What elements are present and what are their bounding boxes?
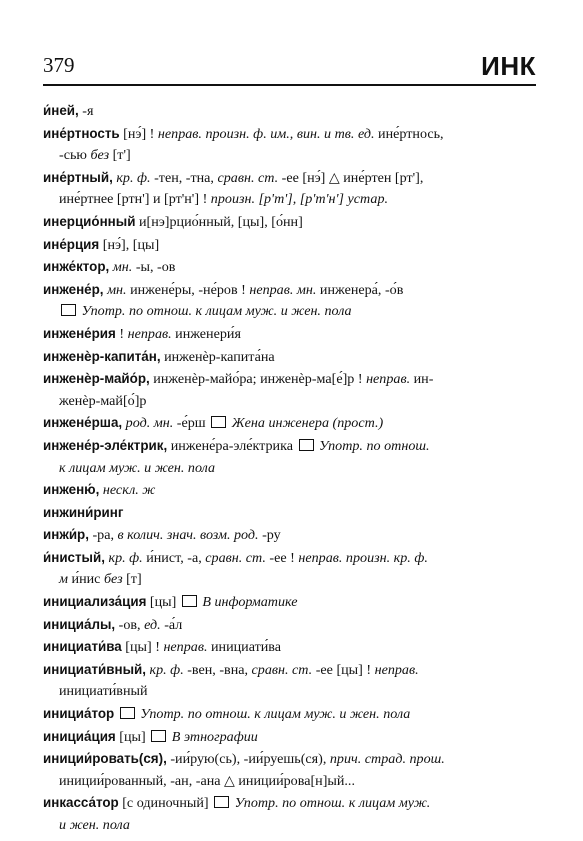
- entry-text: -е́рш: [173, 415, 210, 432]
- entry-headword: инициа́тор: [43, 706, 115, 722]
- entry-headword: ине́ртность: [43, 125, 120, 141]
- entry-headword: инжини́ринг: [43, 504, 124, 520]
- entry-headword: инкасса́тор: [43, 795, 119, 811]
- entry-italic-note: В этнографии: [168, 728, 258, 745]
- entry-text: [цы] !: [121, 639, 164, 656]
- entry-text: -ее [цы] !: [312, 661, 375, 678]
- entry-text: инженѐр-капита́на: [160, 348, 275, 365]
- entry-italic-note: Употр. по отнош. к лицам муж. и жен. пола: [136, 706, 411, 723]
- entry-italic-note: Употр. по отнош. к лицам муж. и жен. пола: [78, 303, 352, 320]
- entry-headword: инерцио́нный: [43, 213, 136, 229]
- entry-italic-note: произн. [р'т'], [р'т'н'] устар.: [210, 191, 389, 208]
- entry-italic-note: неправ. произн. кр. ф.: [298, 549, 428, 566]
- entry-headword: ине́рция: [43, 236, 100, 252]
- entry-italic-note: мн.: [112, 259, 133, 276]
- entry-italic-note: к лицам муж. и жен. пола: [59, 459, 216, 476]
- entry-text: -ии́рую(сь), -ии́руешь(ся),: [166, 751, 330, 768]
- entry-italic-note: кр. ф.: [116, 169, 151, 186]
- entry-headword: инициати́вный,: [43, 661, 146, 677]
- entry-continuation: [43, 391, 536, 413]
- entry-italic-note: нескл. ж: [102, 482, 156, 499]
- entry-continuation: [43, 771, 536, 793]
- dictionary-entry: [43, 726, 536, 749]
- entry-italic-note: кр. ф.: [108, 549, 143, 566]
- entry-text: -ру: [258, 527, 281, 544]
- dictionary-entry: [43, 502, 536, 525]
- entry-text: -ра,: [88, 527, 118, 544]
- dictionary-entry: [43, 256, 536, 279]
- entry-text: [нэ́] !: [119, 125, 158, 142]
- entry-text: и́нист, -а,: [142, 549, 206, 566]
- dictionary-entries: [43, 100, 536, 837]
- dictionary-entry: [43, 412, 536, 435]
- entry-headword: инже́ктор,: [43, 259, 110, 275]
- entry-text: [114, 706, 118, 722]
- entry-text: -вен, -вна,: [183, 661, 252, 678]
- entry-italic-note: неправ.: [127, 325, 172, 342]
- entry-text: -ее !: [265, 549, 299, 566]
- entry-text: инженера́, -о́в: [316, 281, 404, 298]
- usage-box-icon: [299, 439, 314, 451]
- entry-italic-note: сравн. ст.: [251, 661, 313, 678]
- page-number: 379: [43, 53, 75, 77]
- usage-box-icon: [61, 304, 76, 316]
- entry-text: и[нэ]рцио́нный, [цы], [о́нн]: [135, 213, 303, 230]
- entry-text: [цы]: [115, 728, 150, 745]
- entry-italic-note: м: [59, 571, 68, 588]
- dictionary-entry: [43, 123, 536, 167]
- entry-italic-note: мн.: [107, 281, 127, 298]
- entry-continuation: [43, 189, 536, 211]
- entry-italic-note: сравн. ст.: [205, 549, 266, 566]
- entry-headword: инжене́р,: [43, 281, 104, 297]
- entry-italic-note: кр. ф.: [149, 661, 184, 678]
- dictionary-entry: [43, 435, 536, 479]
- entry-text: инициати́вный: [59, 683, 148, 700]
- entry-continuation: [43, 681, 536, 703]
- entry-headword: и́нистый,: [43, 549, 105, 565]
- dictionary-entry: [43, 346, 536, 369]
- entry-headword: иниции́ровать(ся),: [43, 751, 167, 767]
- dictionary-entry: [43, 703, 536, 726]
- entry-text: ине́ртнее [ртн'] и [рт'н'] !: [59, 191, 211, 208]
- entry-headword: инженѐр-капита́н,: [43, 348, 161, 364]
- dictionary-entry: [43, 211, 536, 234]
- entry-headword: инициа́ция: [43, 728, 116, 744]
- entry-text: -я: [78, 103, 94, 119]
- dictionary-entry: [43, 748, 536, 792]
- entry-continuation: [43, 458, 536, 480]
- entry-continuation: [43, 301, 536, 323]
- dictionary-entry: [43, 547, 536, 591]
- entry-headword: инжене́р-эле́ктрик,: [43, 437, 168, 453]
- entry-italic-note: прич. страд. прош.: [329, 751, 445, 768]
- entry-headword: инженѐр-майо́р,: [43, 371, 150, 387]
- entry-headword: ине́ртный,: [43, 169, 113, 185]
- running-head: ИНК: [481, 51, 536, 81]
- entry-italic-note: неправ.: [366, 371, 411, 388]
- entry-text: женѐр-май[о́]р: [59, 392, 147, 409]
- usage-box-icon: [151, 730, 166, 742]
- entry-italic-note: ед.: [144, 616, 161, 633]
- dictionary-entry: [43, 167, 536, 211]
- entry-text: !: [115, 325, 128, 342]
- dictionary-entry: [43, 636, 536, 659]
- entry-italic-note: Употр. по отнош.: [315, 437, 430, 454]
- entry-headword: инжи́р,: [43, 527, 89, 543]
- entry-text: [т']: [109, 147, 131, 164]
- entry-italic-note: Жена инженера (прост.): [228, 415, 384, 432]
- dictionary-entry: [43, 524, 536, 547]
- entry-text: -сью: [59, 147, 91, 164]
- entry-continuation: [43, 569, 536, 591]
- entry-headword: инициализа́ция: [43, 594, 147, 610]
- dictionary-entry: [43, 323, 536, 346]
- entry-text: -ее [нэ́] △ ине́ртен [рт'],: [278, 169, 424, 186]
- entry-italic-note: неправ.: [163, 639, 208, 656]
- entry-headword: инициа́лы,: [43, 616, 116, 632]
- entry-headword: инжене́рша,: [43, 415, 123, 431]
- entry-text: инженери́я: [171, 325, 241, 342]
- entry-text: [цы]: [146, 594, 180, 611]
- dictionary-entry: [43, 479, 536, 502]
- dictionary-entry: [43, 591, 536, 614]
- entry-text: ин-: [410, 371, 434, 388]
- entry-italic-note: неправ.: [374, 661, 419, 678]
- entry-continuation: [43, 815, 536, 837]
- dictionary-entry: [43, 100, 536, 123]
- entry-italic-note: род. мн.: [125, 415, 174, 432]
- entry-text: инжене́ра-эле́ктрика: [167, 437, 297, 454]
- entry-headword: инжене́рия: [43, 325, 116, 341]
- entry-italic-note: В информатике: [198, 594, 298, 611]
- entry-italic-note: Употр. по отнош. к лицам муж.: [231, 795, 431, 812]
- entry-text: и́нис: [68, 571, 104, 588]
- entry-headword: инициати́ва: [43, 639, 122, 655]
- entry-italic-note: и жен. пола: [59, 817, 130, 833]
- entry-headword: и́ней,: [43, 103, 79, 118]
- usage-box-icon: [214, 796, 229, 808]
- entry-italic-note: в колич. знач. возм. род.: [117, 527, 259, 544]
- entry-text: [с одиночный]: [118, 795, 213, 812]
- entry-text: инициати́ва: [207, 639, 282, 656]
- entry-italic-note: неправ. произн. ф. им., вин. и тв. ед.: [157, 125, 375, 142]
- entry-italic-note: неправ. мн.: [249, 281, 317, 298]
- entry-text: инжене́ры, -не́ров !: [126, 281, 250, 298]
- entry-text: инженѐр-майо́ра; инженѐр-ма[е́]р !: [149, 371, 367, 388]
- entry-text: -а́л: [160, 616, 183, 633]
- usage-box-icon: [182, 595, 197, 607]
- usage-box-icon: [120, 707, 135, 719]
- page-header: [43, 48, 536, 84]
- entry-text: -ы, -ов: [132, 259, 176, 276]
- dictionary-entry: [43, 659, 536, 703]
- dictionary-entry: [43, 279, 536, 323]
- entry-text: [т]: [122, 571, 142, 588]
- dictionary-entry: [43, 234, 536, 257]
- entry-continuation: [43, 145, 536, 167]
- header-rule: [43, 84, 536, 86]
- entry-italic-note: сравн. ст.: [217, 169, 279, 186]
- usage-box-icon: [211, 416, 226, 428]
- entry-text: -ов,: [115, 616, 145, 633]
- dictionary-entry: [43, 368, 536, 412]
- entry-text: [нэ́], [цы]: [99, 236, 160, 253]
- entry-text: -тен, -тна,: [150, 169, 218, 186]
- entry-text: иниции́рованный, -ан, -ана △ иниции́рова[н]ый...: [59, 772, 355, 789]
- entry-italic-note: без: [90, 147, 110, 164]
- dictionary-entry: [43, 614, 536, 637]
- dictionary-entry: [43, 792, 536, 836]
- entry-italic-note: без: [103, 571, 123, 588]
- entry-text: ине́ртнось,: [374, 125, 444, 142]
- entry-headword: инженю́,: [43, 482, 100, 498]
